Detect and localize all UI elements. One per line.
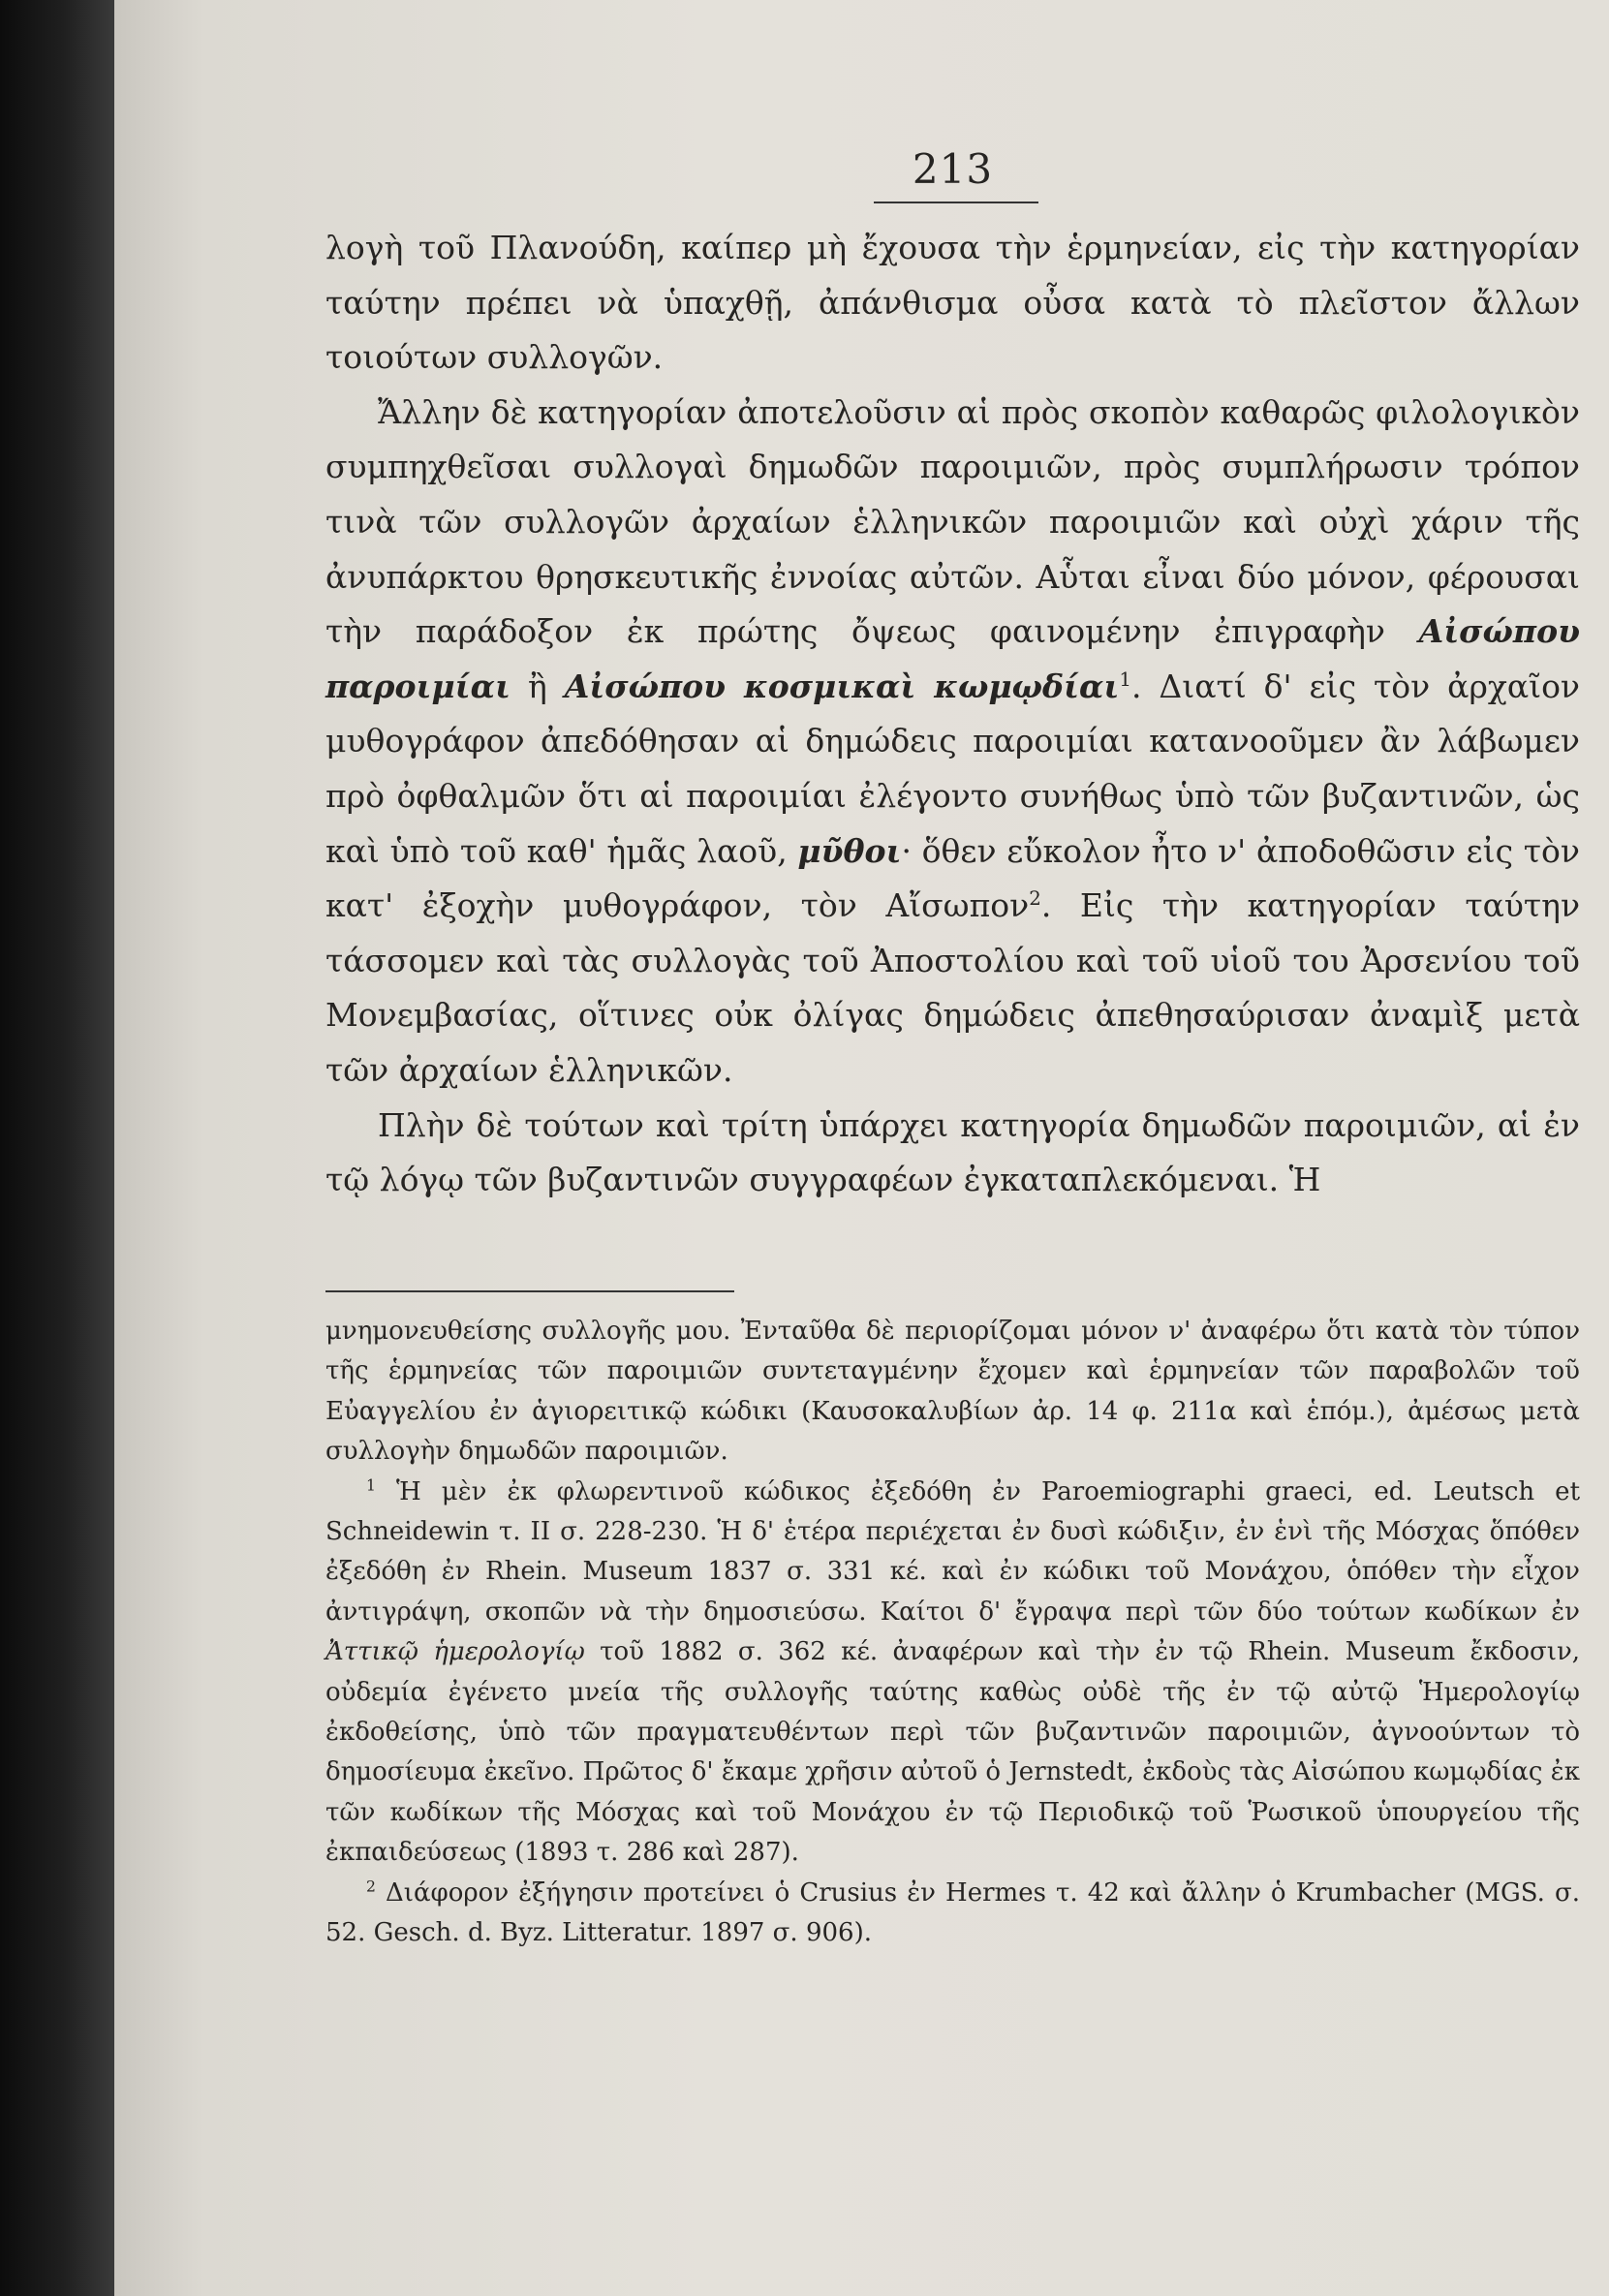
paragraph-2-text-a: Ἄλλην δὲ κατηγορίαν ἀποτελοῦσιν αἱ πρὸς σκοπὸν καθαρῶς φιλολογικὸν συμπηχθεῖσαι συλλογαὶ δημωδῶν παροιμιῶν, πρὸς συμπλήρωσιν τρόπον τινὰ τῶν συλλογῶν ἀρχαίων ἑλληνικῶν παροιμιῶν καὶ οὐχὶ χάριν τῆς ἀνυπάρκτου θρησκευτικῆς ἐννοίας αὐτῶν. Αὗται εἶναι δύο μόνον, φέρουσαι τὴν παράδοξον ἐκ πρώτης ὄψεως φαινομένην ἐπιγραφὴν	[325, 392, 1580, 651]
word-mythoi: μῦθοι	[797, 831, 902, 870]
footnote-1-text-b: τοῦ 1882 σ. 362 κέ. ἀναφέρων καὶ τὴν ἐν τῷ Rhein. Museum ἔκδοσιν, οὐδεμία ἐγένετο μνεία τῆς συλλογῆς ταύτης καθὼς οὐδὲ τῆς ἐν τῷ αὐτῷ Ἡμερολογίῳ ἐκδοθείσης, ὑπὸ τῶν πραγματευθέντων περὶ τῶν βυζαντινῶν παροιμιῶν, ἀγνοούντων τὸ δημοσίευμα ἐκεῖνο. Πρῶτος δ' ἔκαμε χρῆσιν αὐτοῦ ὁ Jernstedt, ἐκδοὺς τὰς Αἰσώπου κωμῳδίας ἐκ τῶν κωδίκων τῆς Μόσχας καὶ τοῦ Μονάχου ἐν τῷ Περιοδικῷ τοῦ Ῥωσικοῦ ὑπουργείου τῆς ἐκπαιδεύσεως (1893 τ. 286 καὶ 287).	[325, 1637, 1581, 1868]
footnote-rule	[325, 1290, 734, 1292]
footnote-1	[325, 1473, 1580, 1874]
paragraph-2-text-d: . Εἰς τὴν κατηγορίαν ταύτην τάσσομεν καὶ τὰς συλλογὰς τοῦ Ἀποστολίου καὶ τοῦ υἱοῦ του Ἀρσενίου τοῦ Μονεμβασίας, οἵτινες οὐκ ὀλίγας δημώδεις ἀπεθησαύρισαν ἀναμὶξ μετὰ τῶν ἀρχαίων ἑλληνικῶν.	[325, 886, 1581, 1089]
paragraph-3-text: Πλὴν δὲ τούτων καὶ τρίτη ὑπάρχει κατηγορία δημωδῶν παροιμιῶν, αἱ ἐν τῷ λόγῳ τῶν βυζαντινῶν συγγραφέων ἐγκαταπλεκόμεναι. Ἡ	[325, 1105, 1580, 1199]
footnote-ref-1[interactable]: 1	[1119, 667, 1131, 691]
footnote-1-journal: Ἀττικῷ ἡμερολογίῳ	[325, 1637, 585, 1667]
footnote-1-text-a: Ἡ μὲν ἐκ φλωρεντινοῦ κώδικος ἐξεδόθη ἐν Paroemiographi graeci, ed. Leutsch et Schneidewin τ. II σ. 228-230. Ἡ δ' ἑτέρα περιέχεται ἐν δυσὶ κώδιξιν, ἐν ἑνὶ τῆς Μόσχας ὅπόθεν ἐξεδόθη ἐν Rhein. Museum 1837 σ. 331 κέ. καὶ ἐν κώδικι τοῦ Μονάχου, ὁπόθεν τὴν εἶχον ἀντιγράψη, σκοπῶν νὰ τὴν δημοσιεύσω. Καίτοι δ' ἔγραψα περὶ τῶν δύο τούτων κωδίκων ἐν	[325, 1476, 1581, 1627]
paragraph-1	[325, 221, 1580, 386]
page-number: 213	[912, 145, 994, 193]
scan-left-border	[0, 0, 114, 2296]
main-text	[325, 221, 1580, 1208]
title-aesop-proverbs: Αἰσώπου παροιμίαι	[325, 612, 1580, 705]
header-rule	[874, 202, 1038, 203]
footnote-continuation	[325, 1312, 1580, 1473]
book-page	[114, 0, 1609, 2296]
footnote-ref-2[interactable]: 2	[1029, 887, 1041, 911]
footnote-2	[325, 1874, 1580, 1954]
footnote-2-number: 2	[366, 1877, 376, 1896]
paragraph-2-text-b: . Διατί δ' εἰς τὸν ἀρχαῖον μυθογράφον ἀπεδόθησαν αἱ δημώδεις παροιμίαι κατανοοῦμεν ἂν λάβωμεν πρὸ ὀφθαλμῶν ὅτι αἱ παροιμίαι ἐλέγοντο συνήθως ὑπὸ τῶν βυζαντινῶν, ὡς καὶ ὑπὸ τοῦ καθ' ἡμᾶς λαοῦ,	[325, 667, 1580, 870]
footnote-1-number: 1	[366, 1475, 376, 1494]
footnotes	[325, 1312, 1580, 1954]
paragraph-1-text: λογὴ τοῦ Πλανούδη, καίπερ μὴ ἔχουσα τὴν ἑρμηνείαν, εἰς τὴν κατηγορίαν ταύτην πρέπει νὰ ὑπαχθῇ, ἀπάνθισμα οὖσα κατὰ τὸ πλεῖστον ἄλλων τοιούτων συλλογῶν.	[325, 229, 1580, 377]
paragraph-2-text-c: · ὅθεν εὔκολον ἦτο ν' ἀποδοθῶσιν εἰς τὸν κατ' ἐξοχὴν μυθογράφον, τὸν Αἴσωπον	[325, 831, 1580, 925]
paragraph-2-or: ἢ	[527, 667, 547, 705]
footnote-continuation-text: μνημονευθείσης συλλογῆς μου. Ἐνταῦθα δὲ περιορίζομαι μόνον ν' ἀναφέρω ὅτι κατὰ τὸν τύπον τῆς ἑρμηνείας τῶν παροιμιῶν συντεταγμένην ἔχομεν καὶ ἑρμηνείαν τῶν παραβολῶν τοῦ Εὐαγγελίου ἐν ἁγιορειτικῷ κώδικι (Καυσοκαλυβίων ἀρ. 14 φ. 211α καὶ ἑπόμ.), ἀμέσως μετὰ συλλογὴν δημωδῶν παροιμιῶν.	[325, 1317, 1580, 1467]
title-aesop-comedies: Αἰσώπου κοσμικαὶ κωμῳδίαι	[564, 667, 1120, 705]
footnote-2-text: Διάφορον ἐξήγησιν προτείνει ὁ Crusius ἐν Hermes τ. 42 καὶ ἄλλην ὁ Krumbacher (MGS. σ. 52. Gesch. d. Byz. Litteratur. 1897 σ. 906).	[325, 1877, 1580, 1948]
paragraph-2	[325, 386, 1580, 1099]
paragraph-3	[325, 1099, 1580, 1208]
